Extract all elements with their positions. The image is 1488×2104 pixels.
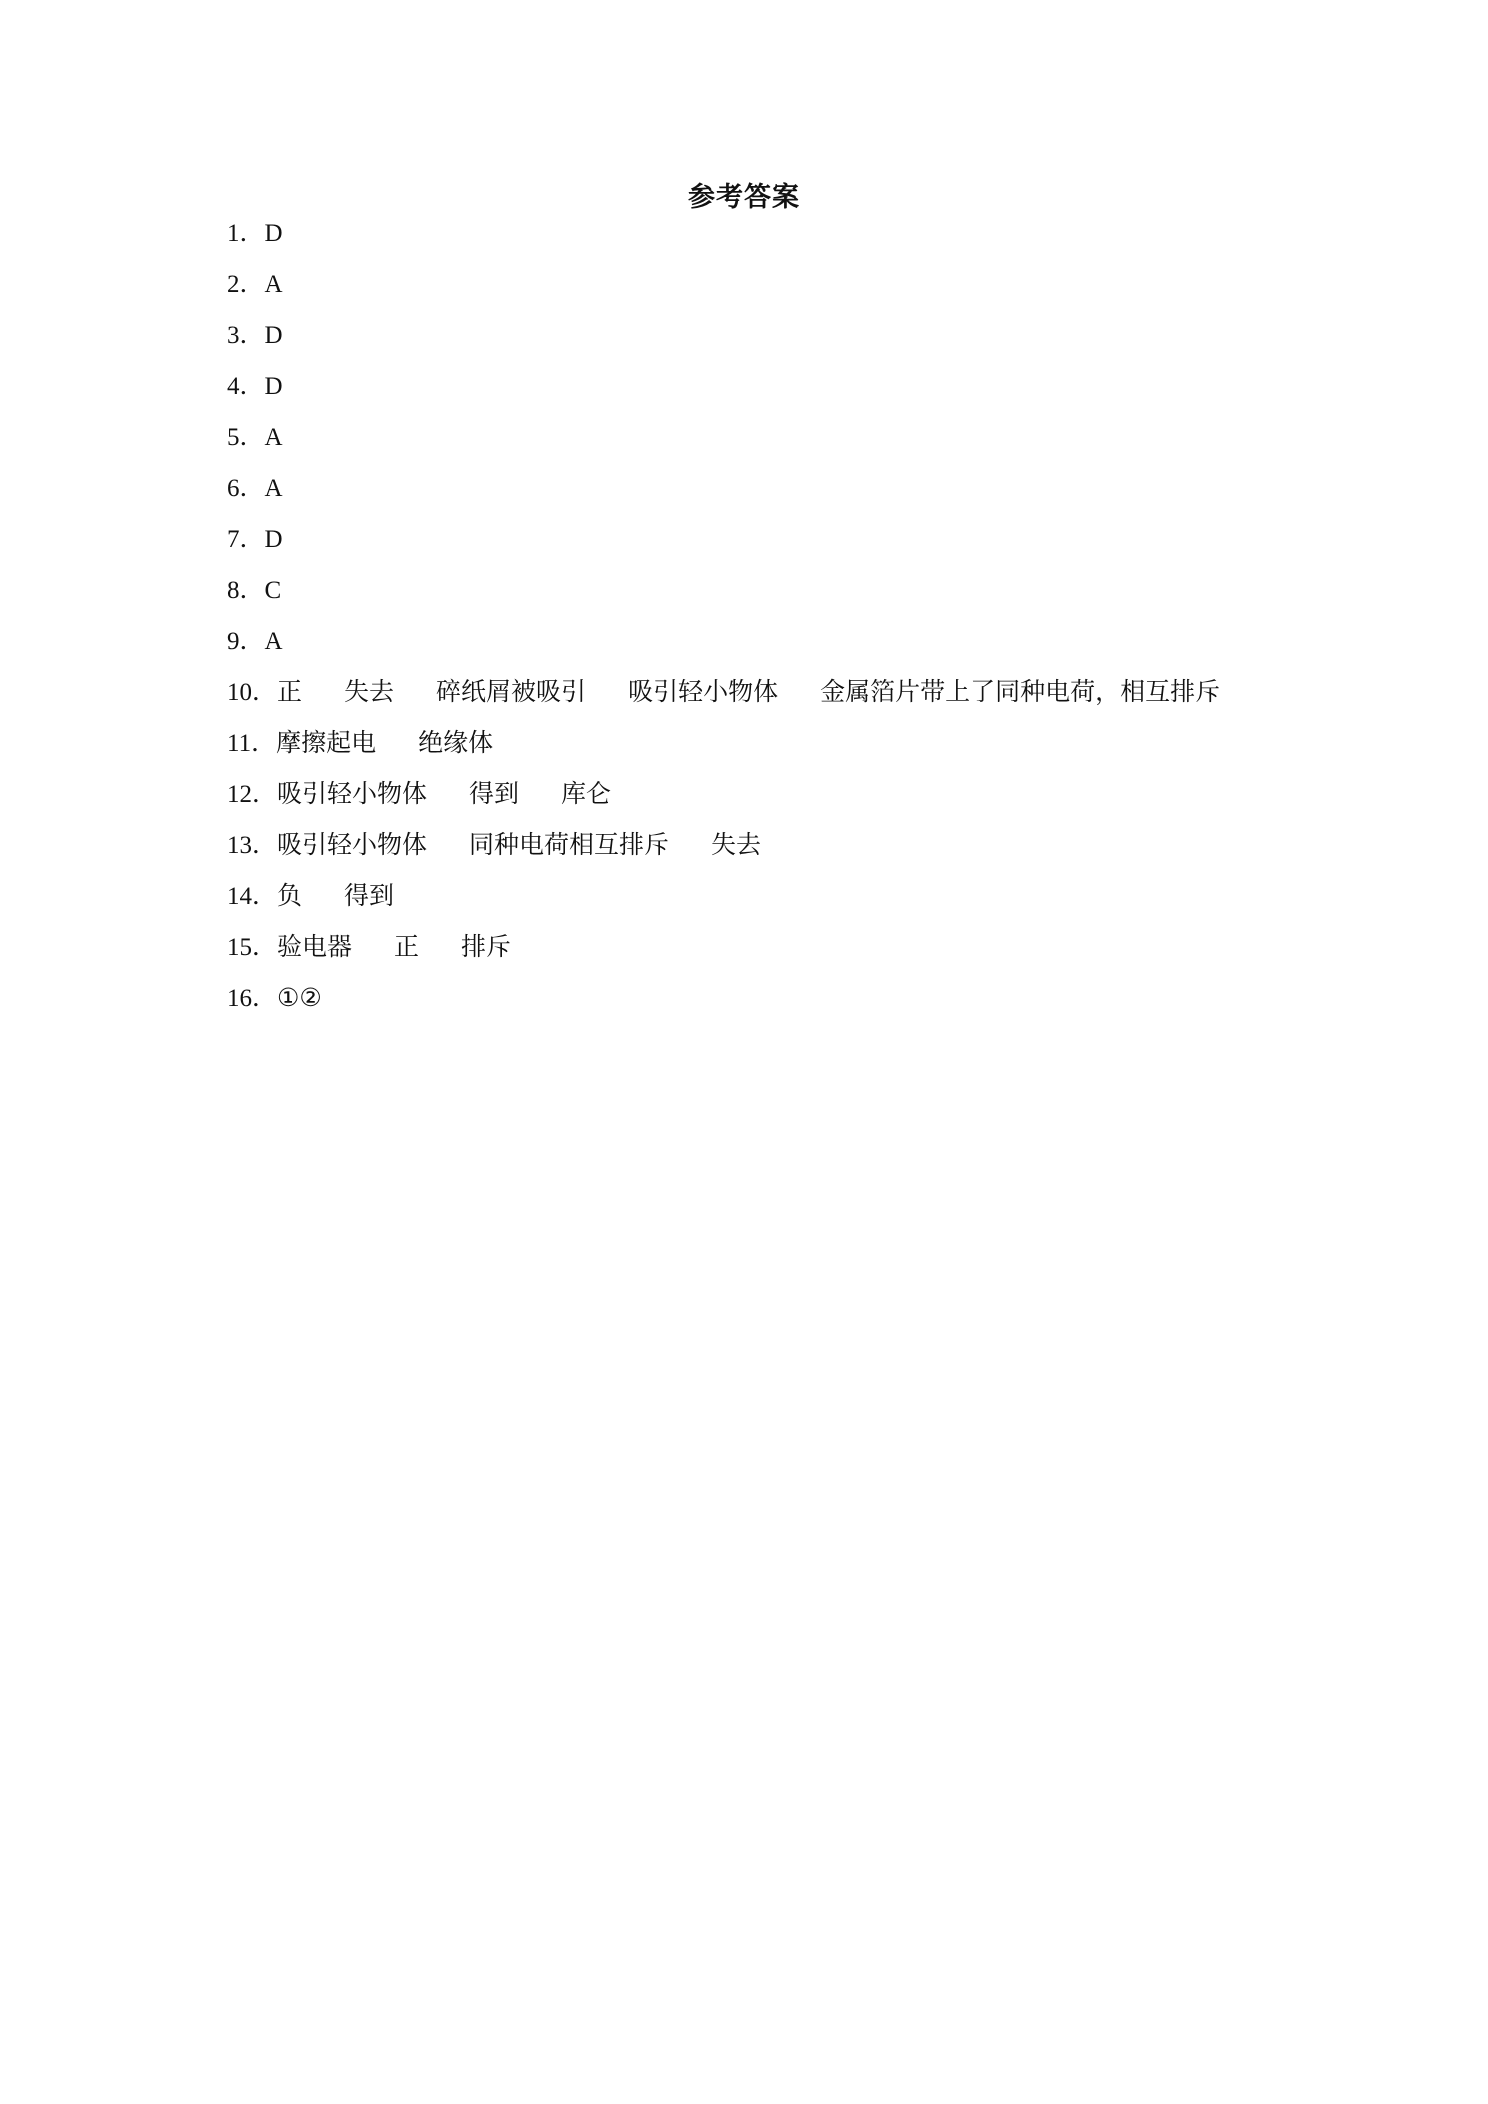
answer-number: 4． xyxy=(227,373,265,400)
answer-number: 10． xyxy=(227,679,278,706)
answer-row xyxy=(227,674,1327,725)
answer-text: 吸引轻小物体 xyxy=(628,677,779,706)
answer-row xyxy=(227,776,1327,827)
answer-text: 正 xyxy=(277,677,303,706)
answer-text: 绝缘体 xyxy=(418,728,494,757)
answer-text: 验电器 xyxy=(277,932,353,961)
answer-text: 得到 xyxy=(469,779,520,808)
answer-row xyxy=(227,368,1327,419)
answer-text: A xyxy=(264,271,283,298)
answer-row xyxy=(227,419,1327,470)
answer-text: C xyxy=(264,577,282,604)
answer-number: 13． xyxy=(227,832,278,859)
answer-number: 3． xyxy=(227,322,265,349)
answer-text: 金属箔片带上了同种电荷，相互排斥 xyxy=(820,677,1221,706)
answer-number: 12． xyxy=(227,781,278,808)
answer-row xyxy=(227,317,1327,368)
answer-text: 摩擦起电 xyxy=(276,728,377,757)
answer-text: 排斥 xyxy=(461,932,512,961)
answer-text: ①② xyxy=(277,983,322,1012)
answer-text: D xyxy=(264,322,283,349)
answer-text: A xyxy=(264,424,283,451)
answer-text: A xyxy=(264,628,283,655)
answer-number: 14． xyxy=(227,883,278,910)
answer-text: 失去 xyxy=(344,677,395,706)
answer-row xyxy=(227,827,1327,878)
answer-row xyxy=(227,929,1327,980)
answer-list xyxy=(227,215,1327,1031)
answer-number: 16． xyxy=(227,985,278,1012)
answer-number: 6． xyxy=(227,475,265,502)
answer-number: 15． xyxy=(227,934,278,961)
answer-text: 碎纸屑被吸引 xyxy=(436,677,587,706)
answer-row xyxy=(227,623,1327,674)
answer-row xyxy=(227,572,1327,623)
answer-number: 11． xyxy=(227,730,277,757)
answer-text: D xyxy=(264,220,283,247)
answer-row xyxy=(227,215,1327,266)
answer-text: 库仑 xyxy=(561,779,612,808)
answer-text: A xyxy=(264,475,283,502)
answer-number: 1． xyxy=(227,220,265,247)
answer-number: 5． xyxy=(227,424,265,451)
answer-row xyxy=(227,725,1327,776)
answer-text: D xyxy=(264,526,283,553)
answer-row xyxy=(227,521,1327,572)
answer-row xyxy=(227,470,1327,521)
answer-row xyxy=(227,266,1327,317)
answer-text: 失去 xyxy=(711,830,762,859)
answer-text: 正 xyxy=(394,932,420,961)
answer-text: 得到 xyxy=(344,881,395,910)
page-title: 参考答案 xyxy=(688,182,800,213)
answer-text: 同种电荷相互排斥 xyxy=(469,830,670,859)
answer-number: 7． xyxy=(227,526,265,553)
answer-number: 9． xyxy=(227,628,265,655)
answer-text: 吸引轻小物体 xyxy=(277,779,428,808)
answer-number: 8． xyxy=(227,577,265,604)
answer-text: 负 xyxy=(277,881,303,910)
answer-row xyxy=(227,878,1327,929)
answer-number: 2． xyxy=(227,271,265,298)
answer-row xyxy=(227,980,1327,1031)
answer-text: D xyxy=(264,373,283,400)
answer-text: 吸引轻小物体 xyxy=(277,830,428,859)
